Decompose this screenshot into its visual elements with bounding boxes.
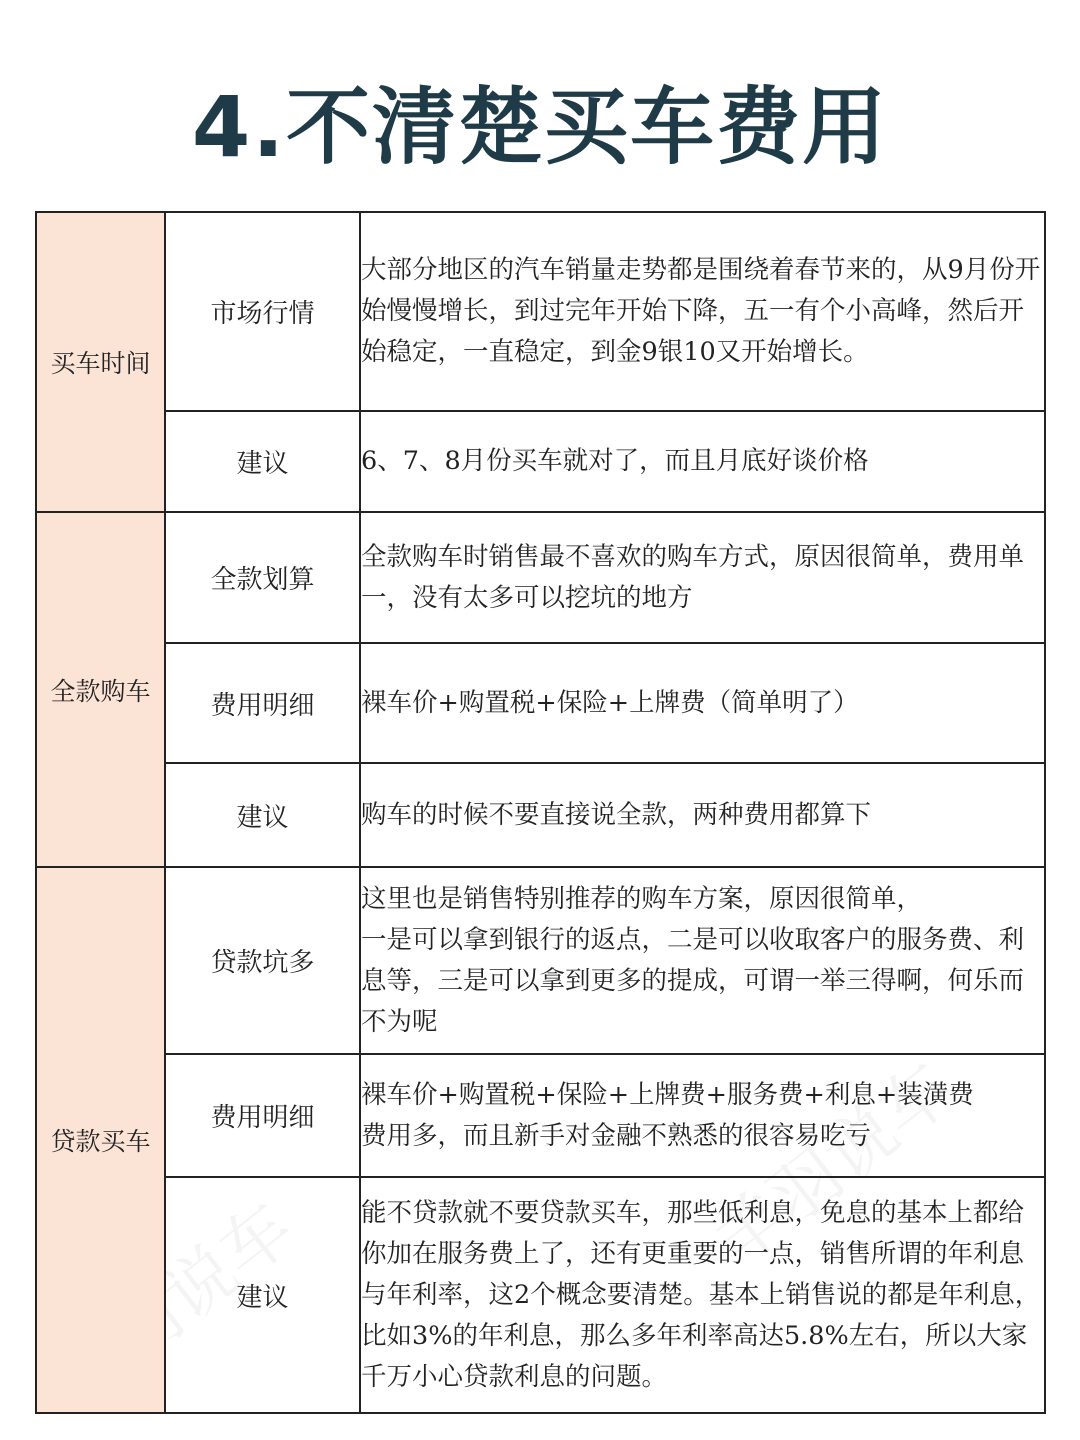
row-content: 裸车价+购置税+保险+上牌费（简单明了） — [360, 643, 1045, 763]
table-row — [36, 867, 1045, 1054]
row-content: 6、7、8月份买车就对了，而且月底好谈价格 — [360, 411, 1045, 512]
row-label: 全款划算 — [165, 512, 360, 643]
category-cell: 买车时间 — [36, 212, 165, 512]
row-label: 费用明细 — [165, 1054, 360, 1177]
category-cell: 全款购车 — [36, 512, 165, 867]
row-content — [360, 867, 1045, 1054]
table-row — [36, 1054, 1045, 1177]
content-line: 费用多，而且新手对金融不熟悉的很容易吃亏 — [361, 1120, 872, 1151]
table-row — [36, 1177, 1045, 1413]
row-label: 建议 — [165, 411, 360, 512]
row-content: 能不贷款就不要贷款买车，那些低利息，免息的基本上都给你加在服务费上了，还有更重要的一点，销售所谓的年利息与年利率，这2个概念要清楚。基本上销售说的都是年利息，比如3%的年利息，那么多年利率高达5.8%左右，所以大家千万小心贷款利息的问题。 — [360, 1177, 1045, 1413]
row-content: 大部分地区的汽车销量走势都是围绕着春节来的，从9月份开始慢慢增长，到过完年开始下降，五一有个小高峰，然后开始稳定，一直稳定，到金9银10又开始增长。 — [360, 212, 1045, 411]
content-line: 裸车价+购置税+保险+上牌费+服务费+利息+装潢费 — [361, 1079, 974, 1110]
cost-table — [35, 211, 1046, 1414]
table-row — [36, 643, 1045, 763]
page-title: 4.不清楚买车费用 — [191, 78, 889, 176]
row-content — [360, 1054, 1045, 1177]
table-row — [36, 212, 1045, 411]
category-cell: 贷款买车 — [36, 867, 165, 1413]
row-label: 费用明细 — [165, 643, 360, 763]
row-label: 建议 — [165, 763, 360, 867]
table-row — [36, 411, 1045, 512]
content-line: 这里也是销售特别推荐的购车方案，原因很简单， — [361, 883, 923, 914]
table-row — [36, 763, 1045, 867]
row-label: 贷款坑多 — [165, 867, 360, 1054]
row-content: 购车的时候不要直接说全款，两种费用都算下 — [360, 763, 1045, 867]
row-content: 全款购车时销售最不喜欢的购车方式，原因很简单，费用单一，没有太多可以挖坑的地方 — [360, 512, 1045, 643]
row-label: 市场行情 — [165, 212, 360, 411]
row-label: 建议 — [165, 1177, 360, 1413]
table-row — [36, 512, 1045, 643]
content-line: 一是可以拿到银行的返点，二是可以收取客户的服务费、利息等，三是可以拿到更多的提成，可谓一举三得啊，何乐而不为呢 — [361, 924, 1025, 1037]
